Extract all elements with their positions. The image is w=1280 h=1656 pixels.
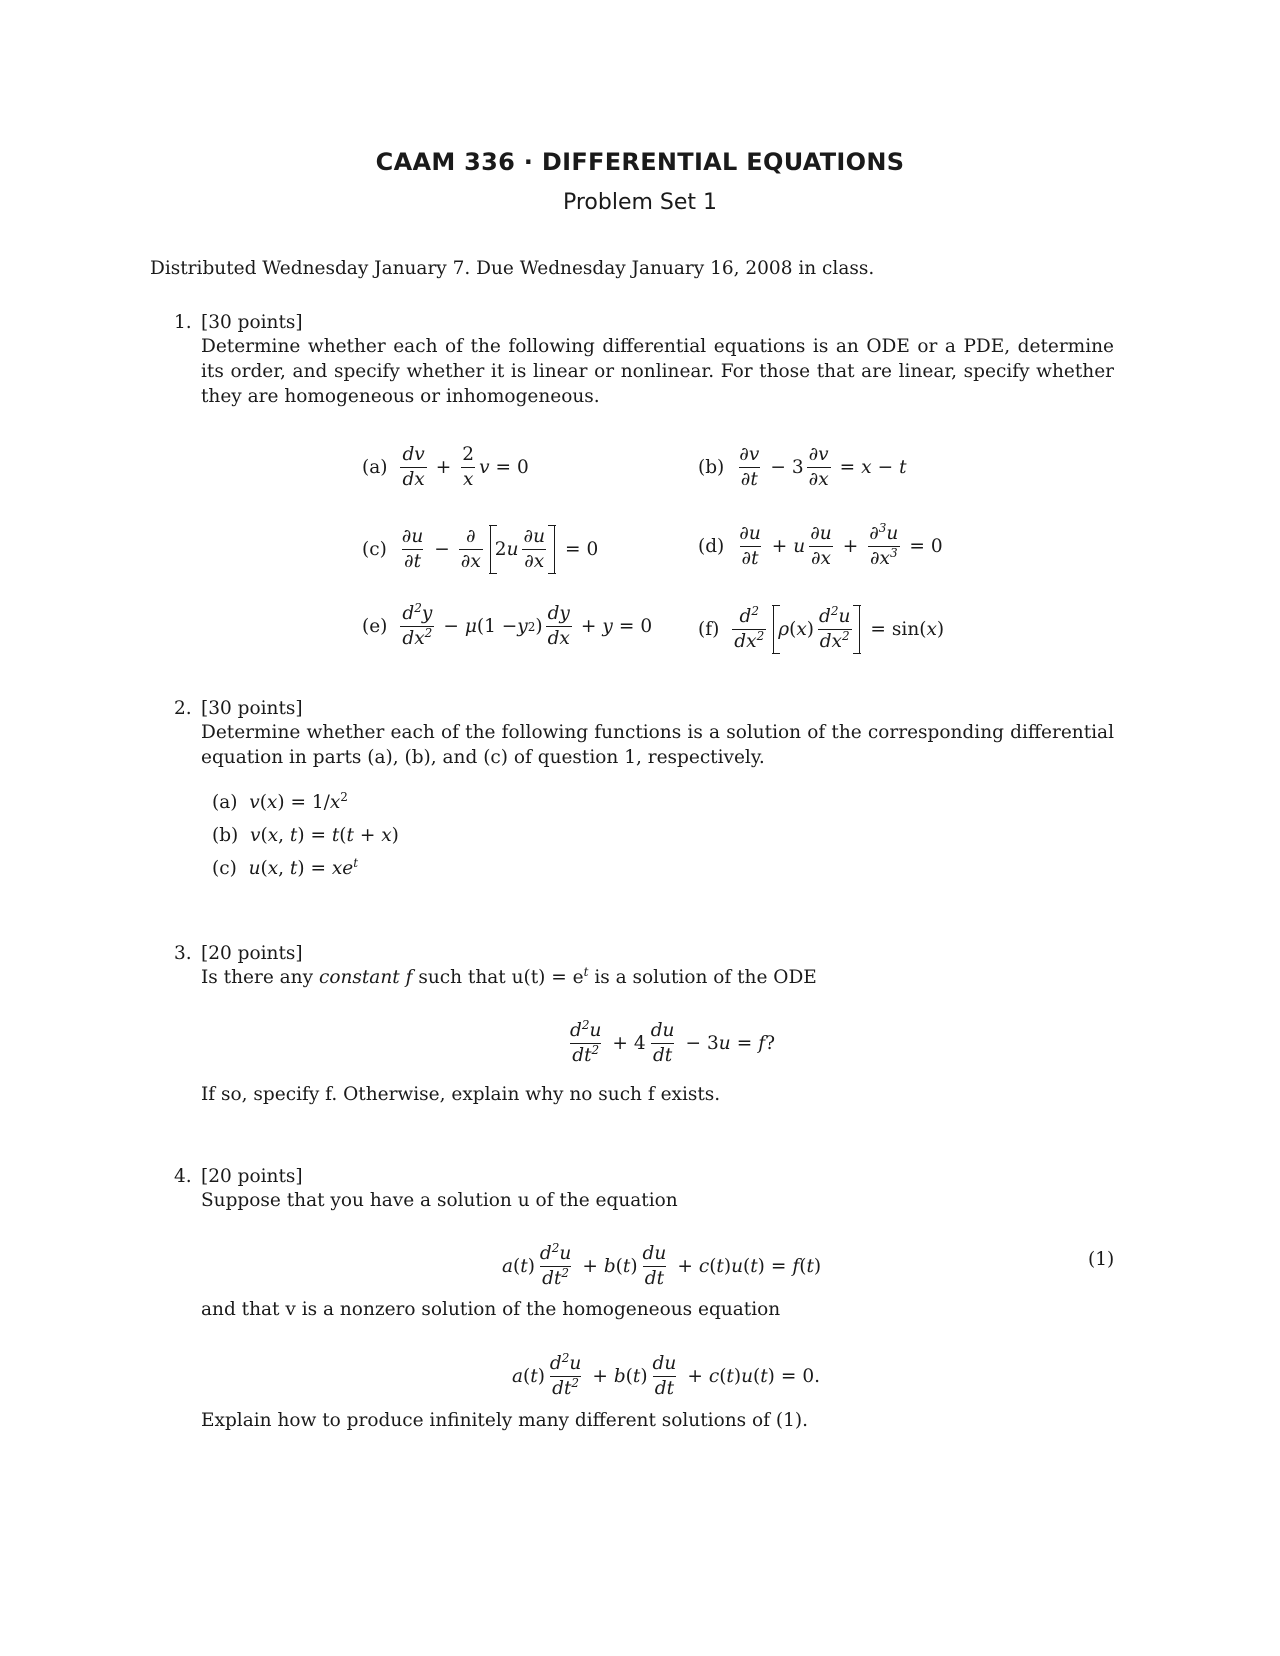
equation-1b: (b) $\frac{\partial v}{\partial t}$ − 3 $\frac{\partial v}{\partial x}$ = x − t xyxy=(698,444,907,490)
problem-4-middle: and that v is a nonzero solution of the homogeneous equation xyxy=(201,1299,781,1320)
equation-1f: (f) $\frac{d^2}{dx^2}$ ρ ( x ) $\frac{d^2u}{dx^2}$ = sin( x ) xyxy=(698,605,944,654)
label-1f: (f) xyxy=(698,619,720,640)
label-2a: (a) xyxy=(212,792,238,813)
equation-4-homogeneous: a ( t ) $\frac{d^2u}{dt^2}$ + b ( t ) $\frac{du}{dt}$ + c ( t ) u ( t ) = 0. xyxy=(512,1350,821,1399)
problem-4-points: [20 points] xyxy=(201,1166,303,1187)
equation-1c: (c) $\frac{\partial u}{\partial t}$ − $\frac{\partial}{\partial x}$ 2u $\frac{\partial u}{\partial x}$ = 0 xyxy=(362,525,598,574)
document-subtitle: Problem Set 1 xyxy=(562,190,718,215)
problem-4-text: Suppose that you have a solution u of the equation xyxy=(201,1190,678,1211)
problem-3-points: [20 points] xyxy=(201,943,303,964)
problem-3-number: 3. xyxy=(174,943,192,964)
label-1a: (a) xyxy=(362,457,388,478)
problem-1-number: 1. xyxy=(174,312,192,333)
equation-1e: (e) $\frac{d^2y}{dx^2}$ − μ (1 − y 2 ) $\frac{dy}{dx}$ + y = 0 xyxy=(362,600,653,649)
label-2b: (b) xyxy=(212,825,239,846)
problem-2c: (c) u(x, $t) = xe^t$ xyxy=(212,855,359,879)
equation-1a: (a) $\frac{dv}{dx}$ + $\frac{2}{x}$ v = 0 xyxy=(362,444,529,490)
label-1c: (c) xyxy=(362,539,387,560)
problem-1-text: Determine whether each of the following differential equations is an ODE or a PDE, determine its order, and specify whether it is linear or nonlinear. For those that are linear, specify whether they are homogeneous or inhomogeneous. xyxy=(201,336,1114,407)
problem-2-points: [30 points] xyxy=(201,698,303,719)
problem-3-text: Is there any constant f such that $u(t) = e^t$ is a solution of the ODE xyxy=(201,964,817,988)
label-1b: (b) xyxy=(698,457,725,478)
problem-2-number: 2. xyxy=(174,698,192,719)
equation-3: $\frac{d^2u}{dt^2}$ + 4 $\frac{du}{dt}$ − 3 u = f ? xyxy=(570,1017,775,1066)
problem-1-points: [30 points] xyxy=(201,312,303,333)
problem-3-follow: If so, specify f. Otherwise, explain why no such f exists. xyxy=(201,1084,721,1105)
label-1e: (e) xyxy=(362,616,388,637)
distribution-note: Distributed Wednesday January 7. Due Wednesday January 16, 2008 in class. xyxy=(150,258,875,279)
problem-4-number: 4. xyxy=(174,1166,192,1187)
label-2c: (c) xyxy=(212,858,237,879)
equation-number: (1) xyxy=(1088,1249,1115,1270)
problem-2b: (b) v(x, t) = t(t + x) xyxy=(212,825,399,846)
problem-4-closing: Explain how to produce infinitely many different solutions of (1). xyxy=(201,1410,808,1431)
equation-4-1: a ( t ) $\frac{d^2u}{dt^2}$ + b ( t ) $\frac{du}{dt}$ + c ( t ) u ( t ) = f ( t ) xyxy=(502,1240,822,1289)
equation-1d: (d) $\frac{\partial u}{\partial t}$ + u $\frac{\partial u}{\partial x}$ + $\frac{\partial^3u}{\partial x^3}$ = 0 xyxy=(698,520,943,569)
problem-2-text: Determine whether each of the following functions is a solution of the corresponding differential equation in parts (a), (b), and (c) of question 1, respectively. xyxy=(201,722,1114,768)
label-1d: (d) xyxy=(698,536,725,557)
problem-2a: (a) $v(x) = 1/x^2$ xyxy=(212,789,348,813)
document-title: CAAM 336 · DIFFERENTIAL EQUATIONS xyxy=(375,148,905,176)
